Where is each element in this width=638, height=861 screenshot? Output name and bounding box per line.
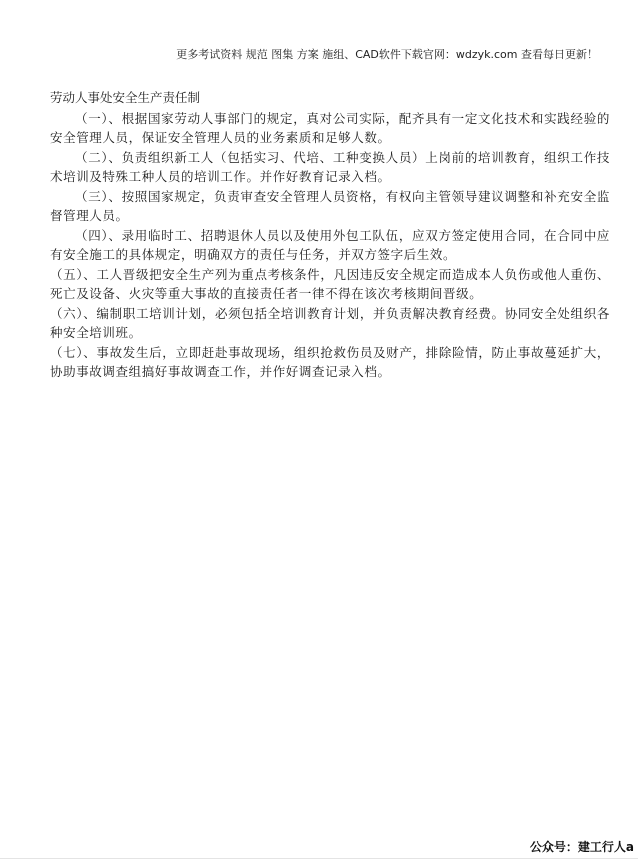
paragraph-4: （四）、录用临时工、招聘退休人员以及使用外包工队伍，应双方签定使用合同，在合同中应有安全施工的具体规定，明确双方的责任与任务，并双方签字后生效。 <box>50 228 610 262</box>
paragraph-7: （七）、事故发生后，立即赶赴事故现场，组织抢救伤员及财产，排除险情，防止事故蔓延扩大，协助事故调查组搞好事故调查工作，并作好调查记录入档。 <box>50 345 610 379</box>
document-body <box>50 88 610 382</box>
paragraph-1: （一）、根据国家劳动人事部门的规定，真对公司实际，配齐具有一定文化技术和实践经验的安全管理人员，保证安全管理人员的业务素质和足够人数。 <box>50 111 610 145</box>
bottom-divider <box>0 858 638 859</box>
paragraph-3: （三）、按照国家规定，负责审查安全管理人员资格，有权向主管领导建议调整和补充安全监督管理人员。 <box>50 189 610 223</box>
paragraph-2: （二）、负责组织新工人（包括实习、代培、工种变换人员）上岗前的培训教育，组织工作技术培训及特殊工种人员的培训工作。并作好教育记录入档。 <box>50 150 610 184</box>
paragraph-5: （五）、工人晋级把安全生产列为重点考核条件，凡因违反安全规定而造成本人负伤或他人重伤、死亡及设备、火灾等重大事故的直接责任者一律不得在该次考核期间晋级。 <box>50 267 610 301</box>
header-banner: 更多考试资料 规范 图集 方案 施组、CAD软件下载官网：wdzyk.com 查看每日更新！ <box>176 48 598 61</box>
document-title: 劳动人事处安全生产责任制 <box>50 90 201 105</box>
footer-watermark: 公众号：建工行人a <box>529 840 634 854</box>
paragraph-6: （六）、编制职工培训计划，必须包括全培训教育计划，并负责解决教育经费。协同安全处组织各种安全培训班。 <box>50 306 610 340</box>
